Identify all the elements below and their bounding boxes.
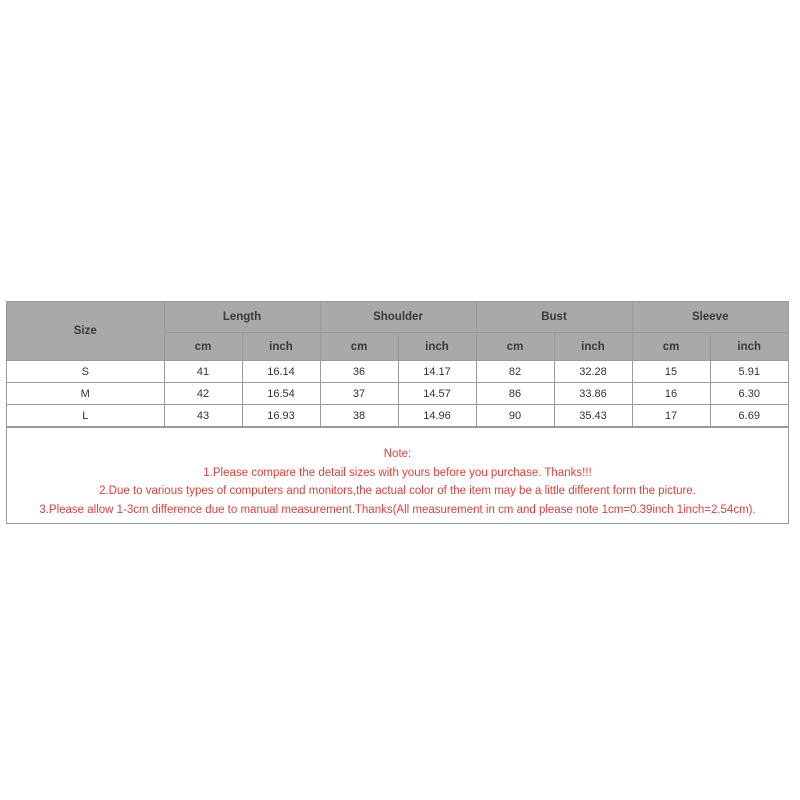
- bust-header: Bust: [476, 302, 632, 333]
- table-row: [7, 383, 788, 405]
- sleeve-cm-cell: 16: [632, 383, 710, 405]
- sleeve-inch-cell: 5.91: [710, 361, 788, 383]
- length-inch-cell: 16.54: [242, 383, 320, 405]
- note-title: Note:: [383, 448, 412, 460]
- shoulder-cm-cell: 37: [320, 383, 398, 405]
- length-header: Length: [164, 302, 320, 333]
- bust-cm-cell: 86: [476, 383, 554, 405]
- note-line: 1.Please compare the detail sizes with yours before you purchase. Thanks!!!: [203, 466, 592, 479]
- length-cm-header: cm: [164, 333, 242, 361]
- bust-cm-cell: 82: [476, 361, 554, 383]
- sleeve-cm-cell: 17: [632, 405, 710, 427]
- length-cm-cell: 41: [164, 361, 242, 383]
- shoulder-cm-header: cm: [320, 333, 398, 361]
- sleeve-inch-cell: 6.69: [710, 405, 788, 427]
- length-inch-cell: 16.93: [242, 405, 320, 427]
- shoulder-inch-cell: 14.17: [398, 361, 476, 383]
- size-table: [7, 302, 788, 427]
- note-line: 3.Please allow 1-3cm difference due to manual measurement.Thanks(All measurement in cm and please note 1cm=0.39inch 1inch=2.54cm).: [39, 503, 756, 516]
- table-header-row: [7, 302, 788, 333]
- shoulder-cm-cell: 38: [320, 405, 398, 427]
- size-cell: M: [7, 383, 164, 405]
- size-cell: S: [7, 361, 164, 383]
- length-inch-cell: 16.14: [242, 361, 320, 383]
- shoulder-inch-cell: 14.96: [398, 405, 476, 427]
- table-row: [7, 361, 788, 383]
- bust-cm-cell: 90: [476, 405, 554, 427]
- length-cm-cell: 43: [164, 405, 242, 427]
- shoulder-inch-header: inch: [398, 333, 476, 361]
- sleeve-inch-cell: 6.30: [710, 383, 788, 405]
- shoulder-inch-cell: 14.57: [398, 383, 476, 405]
- bust-inch-cell: 33.86: [554, 383, 632, 405]
- sleeve-cm-header: cm: [632, 333, 710, 361]
- size-chart: [6, 301, 789, 524]
- size-cell: L: [7, 405, 164, 427]
- bust-inch-cell: 35.43: [554, 405, 632, 427]
- size-column-header: Size: [7, 302, 164, 361]
- length-inch-header: inch: [242, 333, 320, 361]
- table-row: [7, 405, 788, 427]
- notes-section: [7, 427, 788, 523]
- shoulder-header: Shoulder: [320, 302, 476, 333]
- bust-cm-header: cm: [476, 333, 554, 361]
- length-cm-cell: 42: [164, 383, 242, 405]
- note-line: 2.Due to various types of computers and monitors,the actual color of the item may be a little different form the picture.: [99, 485, 696, 498]
- shoulder-cm-cell: 36: [320, 361, 398, 383]
- bust-inch-cell: 32.28: [554, 361, 632, 383]
- sleeve-cm-cell: 15: [632, 361, 710, 383]
- bust-inch-header: inch: [554, 333, 632, 361]
- sleeve-inch-header: inch: [710, 333, 788, 361]
- sleeve-header: Sleeve: [632, 302, 788, 333]
